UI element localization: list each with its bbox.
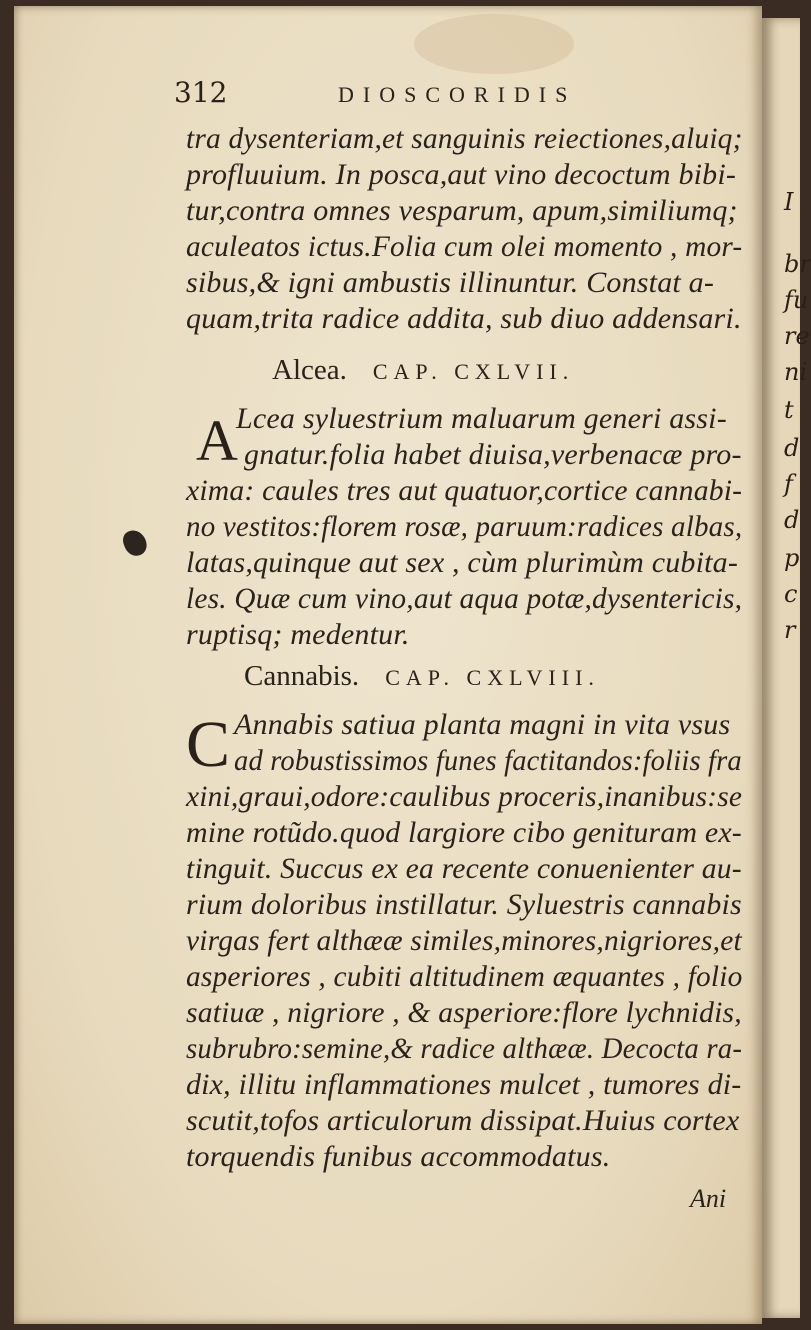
text-line: virgas fert althææ similes,minores,nigriores,et bbox=[186, 924, 742, 957]
facing-fragment: ni bbox=[784, 358, 808, 386]
paper-stain bbox=[414, 14, 574, 74]
section-title: Alcea. bbox=[272, 354, 347, 386]
drop-cap: C bbox=[186, 708, 231, 781]
text-line: gnatur.folia habet diuisa,verbenacæ pro- bbox=[244, 438, 742, 471]
facing-fragment: t bbox=[784, 396, 794, 424]
section-heading-cannabis bbox=[244, 660, 600, 693]
page-header bbox=[170, 76, 620, 116]
text-line: no vestitos:florem rosæ, paruum:radices albas, bbox=[186, 510, 743, 543]
text-line: asperiores , cubiti altitudinem æquantes , folio bbox=[186, 960, 743, 993]
drop-cap: A bbox=[196, 408, 238, 473]
text-line: tra dysenteriam,et sanguinis reiectiones,aluiq; bbox=[186, 122, 743, 155]
facing-fragment: p bbox=[784, 544, 800, 572]
text-line: torquendis funibus accommodatus. bbox=[186, 1140, 611, 1173]
text-line: dix, illitu inflammationes mulcet , tumores di- bbox=[186, 1068, 742, 1101]
running-head: DIOSCORIDIS bbox=[338, 82, 577, 107]
text-line: profluuium. In posca,aut vino decoctum bibi- bbox=[186, 158, 737, 191]
text-line: scutit,tofos articulorum dissipat.Huius cortex bbox=[186, 1104, 740, 1137]
text-line: rium doloribus instillatur. Syluestris cannabis bbox=[186, 888, 742, 921]
facing-page-edge bbox=[762, 18, 811, 1318]
text-line: Annabis satiua planta magni in vita vsus bbox=[234, 708, 731, 741]
text-line: ruptisq; medentur. bbox=[186, 618, 410, 651]
text-line: les. Quæ cum vino,aut aqua potæ,dysentericis, bbox=[186, 582, 743, 615]
chapter-number: CAP. CXLVII. bbox=[372, 359, 575, 384]
text-line: aculeatos ictus.Folia cum olei momento , mor- bbox=[186, 230, 743, 263]
facing-fragment: d bbox=[784, 434, 800, 462]
facing-fragment: br bbox=[784, 250, 811, 278]
chapter-number: CAP. CXLVIII. bbox=[385, 665, 600, 690]
text-line: subrubro:semine,& radice althææ. Decocta ra- bbox=[186, 1032, 743, 1065]
facing-fragment: d bbox=[784, 506, 800, 534]
facing-fragment: fu bbox=[784, 286, 809, 314]
catchword: Ani bbox=[690, 1184, 727, 1213]
text-line: latas,quinque aut sex , cùm plurimùm cubita- bbox=[186, 546, 739, 579]
facing-fragment: f bbox=[784, 470, 793, 498]
text-line: quam,trita radice addita, sub diuo addensari. bbox=[186, 302, 742, 335]
text-line: xima: caules tres aut quatuor,cortice cannabi- bbox=[186, 474, 743, 507]
facing-fragment: re bbox=[784, 322, 810, 350]
text-line: Lcea syluestrium maluarum generi assi- bbox=[236, 402, 727, 435]
text-line: tinguit. Succus ex ea recente conuenienter au- bbox=[186, 852, 742, 885]
section-heading-alcea bbox=[272, 354, 574, 387]
page-number: 312 bbox=[174, 76, 228, 109]
facing-fragment: c bbox=[784, 580, 798, 608]
text-line: mine rotũdo.quod largiore cibo genituram ex- bbox=[186, 816, 742, 849]
section-title: Cannabis. bbox=[244, 660, 360, 692]
text-line: ad robustissimos funes factitandos:foliis fra bbox=[234, 744, 742, 777]
text-line: tur,contra omnes vesparum, apum,similiumq; bbox=[186, 194, 738, 227]
text-line: sibus,& igni ambustis illinuntur. Constat a- bbox=[186, 266, 715, 299]
facing-fragment: r bbox=[784, 616, 796, 644]
text-line: satiuæ , nigriore , & asperiore:flore lychnidis, bbox=[186, 996, 742, 1029]
text-line: xini,graui,odore:caulibus proceris,inanibus:se bbox=[186, 780, 743, 813]
facing-fragment: I bbox=[784, 188, 794, 216]
